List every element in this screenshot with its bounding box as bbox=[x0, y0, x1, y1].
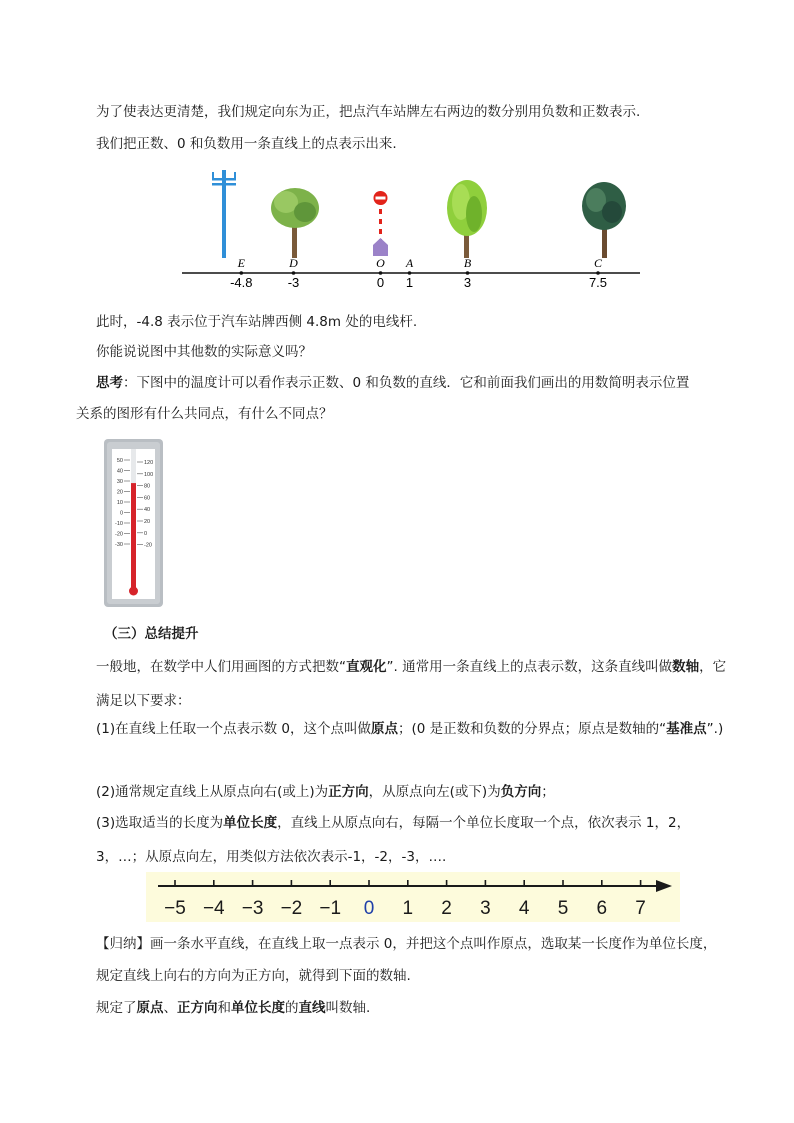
thermometer-mercury bbox=[131, 483, 136, 589]
intro-line-2: 我们把正数、0 和负数用一条直线上的点表示出来. bbox=[96, 136, 397, 152]
road-point-letter: O bbox=[376, 256, 385, 270]
req1-text-a: (1)在直线上任取一个点表示数 0，这个点叫做 bbox=[96, 721, 372, 737]
conclusion-line-2: 规定直线上向右的方向为正方向，就得到下面的数轴. bbox=[96, 968, 411, 984]
def-text-i: 叫数轴. bbox=[325, 1000, 371, 1016]
road-point-value: 0 bbox=[376, 275, 385, 290]
celsius-label: -30 bbox=[115, 542, 123, 548]
road-point-value: 7.5 bbox=[588, 275, 608, 290]
road-point-letter: D bbox=[289, 256, 298, 270]
definition-line bbox=[96, 998, 370, 1018]
number-line-tick-label: 3 bbox=[480, 898, 491, 919]
req2-text-c: ，从原点向左(或下)为 bbox=[368, 784, 501, 800]
def-text-a: 规定了 bbox=[96, 1000, 137, 1016]
celsius-label: 30 bbox=[116, 479, 123, 485]
after-axis-line-1: 此时，-4.8 表示位于汽车站牌西侧 4.8m 处的电线杆. bbox=[96, 314, 418, 330]
road-number-line-figure bbox=[178, 168, 648, 292]
intro-line-1: 为了使表达更清楚，我们规定向东为正，把点汽车站牌左右两边的数分别用负数和正数表示. bbox=[96, 104, 641, 120]
celsius-label: 50 bbox=[116, 458, 123, 464]
after-axis-line-2: 你能说说图中其他数的实际意义吗？ bbox=[96, 344, 312, 360]
def-line: 直线 bbox=[298, 1000, 326, 1016]
requirement-2 bbox=[96, 782, 555, 802]
number-line-tick-label: 7 bbox=[635, 898, 646, 919]
willow-tree-icon bbox=[447, 180, 487, 258]
number-line-tick-label: −4 bbox=[202, 898, 225, 919]
summary-text-a: 一般地，在数学中人们用画图的方式把数“ bbox=[96, 659, 346, 675]
fahrenheit-label: 20 bbox=[144, 519, 151, 525]
def-unit-length: 单位长度 bbox=[231, 1000, 285, 1016]
req1-reference-point: 基准点 bbox=[666, 721, 707, 737]
think-label: 思考 bbox=[96, 375, 123, 391]
conclusion-text-1: 画一条水平直线，在直线上取一点表示 0，并把这个点叫作原点，选取某一长度作为单位长度， bbox=[150, 936, 717, 952]
road-point-letter: C bbox=[593, 256, 603, 270]
think-text-2: 关系的图形有什么共同点，有什么不同点？ bbox=[76, 406, 333, 422]
thermometer-bulb bbox=[129, 587, 138, 596]
number-line-tick-label: 5 bbox=[557, 898, 569, 919]
celsius-label: 20 bbox=[116, 489, 123, 496]
req3-text-a: (3)选取适当的长度为 bbox=[96, 815, 224, 831]
def-origin: 原点 bbox=[136, 1000, 164, 1016]
number-line-figure bbox=[146, 872, 680, 922]
fahrenheit-label: 80 bbox=[144, 483, 151, 490]
def-text-c: 、 bbox=[163, 1000, 177, 1016]
requirement-1 bbox=[96, 712, 736, 746]
summary-number-axis: 数轴 bbox=[672, 659, 700, 675]
fahrenheit-label: 100 bbox=[144, 471, 154, 478]
thermometer-figure bbox=[104, 439, 163, 607]
req1-origin: 原点 bbox=[371, 721, 399, 737]
fahrenheit-label: 0 bbox=[144, 530, 148, 537]
road-point-value: 1 bbox=[405, 275, 414, 290]
requirement-3 bbox=[96, 806, 736, 874]
req3-text-c: ，直线上从原点向右，每隔一个单位长度取一个点，依次表示 1，2，3，…；从原点向左，用类似方法依次表示-1，-2，-3，…. bbox=[96, 815, 691, 865]
tree-icon bbox=[271, 188, 319, 258]
req1-text-c: ；(0 是正数和负数的分界点；原点是数轴的“ bbox=[398, 721, 667, 737]
fahrenheit-label: 60 bbox=[144, 495, 151, 502]
number-line-tick-label: −3 bbox=[241, 898, 264, 919]
celsius-label: -10 bbox=[115, 521, 123, 527]
summary-intuitive: 直观化 bbox=[346, 659, 387, 675]
req2-negative-direction: 负方向 bbox=[500, 784, 542, 800]
req2-positive-direction: 正方向 bbox=[328, 784, 369, 800]
summary-text-c: ”. 通常用一条直线上的点表示数，这条直线叫做 bbox=[386, 659, 673, 675]
number-line-tick-label: 2 bbox=[441, 898, 452, 919]
fahrenheit-label: 40 bbox=[144, 507, 151, 514]
road-point-value: -4.8 bbox=[230, 275, 253, 290]
number-line-tick-label: 4 bbox=[518, 898, 530, 919]
celsius-label: -20 bbox=[115, 531, 123, 538]
number-line-tick-label: 6 bbox=[596, 898, 608, 919]
electric-pole-icon bbox=[212, 170, 236, 258]
celsius-label: 40 bbox=[116, 468, 123, 475]
think-paragraph bbox=[96, 373, 689, 393]
number-line-tick-label: 0 bbox=[363, 898, 375, 919]
road-point-letter: B bbox=[463, 256, 472, 270]
dark-tree-icon bbox=[582, 182, 626, 258]
road-point-value: 3 bbox=[463, 275, 472, 290]
conclusion-tag: 【归纳】 bbox=[96, 936, 150, 952]
number-line-tick-label: −5 bbox=[164, 898, 186, 919]
req3-unit-length: 单位长度 bbox=[223, 815, 278, 831]
summary-heading: （三）总结提升 bbox=[104, 626, 199, 642]
fahrenheit-label: -20 bbox=[144, 542, 152, 549]
road-point-value: -3 bbox=[287, 275, 300, 290]
def-positive-direction: 正方向 bbox=[177, 1000, 218, 1016]
req2-text-e: ； bbox=[541, 784, 555, 800]
def-text-g: 的 bbox=[285, 1000, 299, 1016]
bus-stop-sign-icon bbox=[373, 191, 388, 256]
number-line-tick-label: −2 bbox=[280, 898, 303, 919]
road-point-letter: E bbox=[237, 256, 245, 270]
fahrenheit-label: 120 bbox=[144, 460, 154, 466]
req2-text-a: (2)通常规定直线上从原点向右(或上)为 bbox=[96, 784, 329, 800]
think-text-1: ：下图中的温度计可以看作表示正数、0 和负数的直线．它和前面我们画出的用数简明表示位置 bbox=[123, 375, 690, 391]
summary-text-e: ，它满足以下要求： bbox=[96, 659, 727, 709]
conclusion-line-1 bbox=[96, 934, 716, 954]
celsius-label: 0 bbox=[119, 510, 123, 517]
road-point-letter: A bbox=[405, 256, 414, 270]
summary-paragraph bbox=[96, 650, 736, 718]
number-line-tick-label: −1 bbox=[319, 898, 342, 919]
celsius-label: 10 bbox=[116, 500, 123, 506]
def-text-e: 和 bbox=[217, 1000, 231, 1016]
number-line-tick-label: 1 bbox=[402, 898, 414, 919]
req1-text-e: ”.) bbox=[706, 721, 724, 737]
